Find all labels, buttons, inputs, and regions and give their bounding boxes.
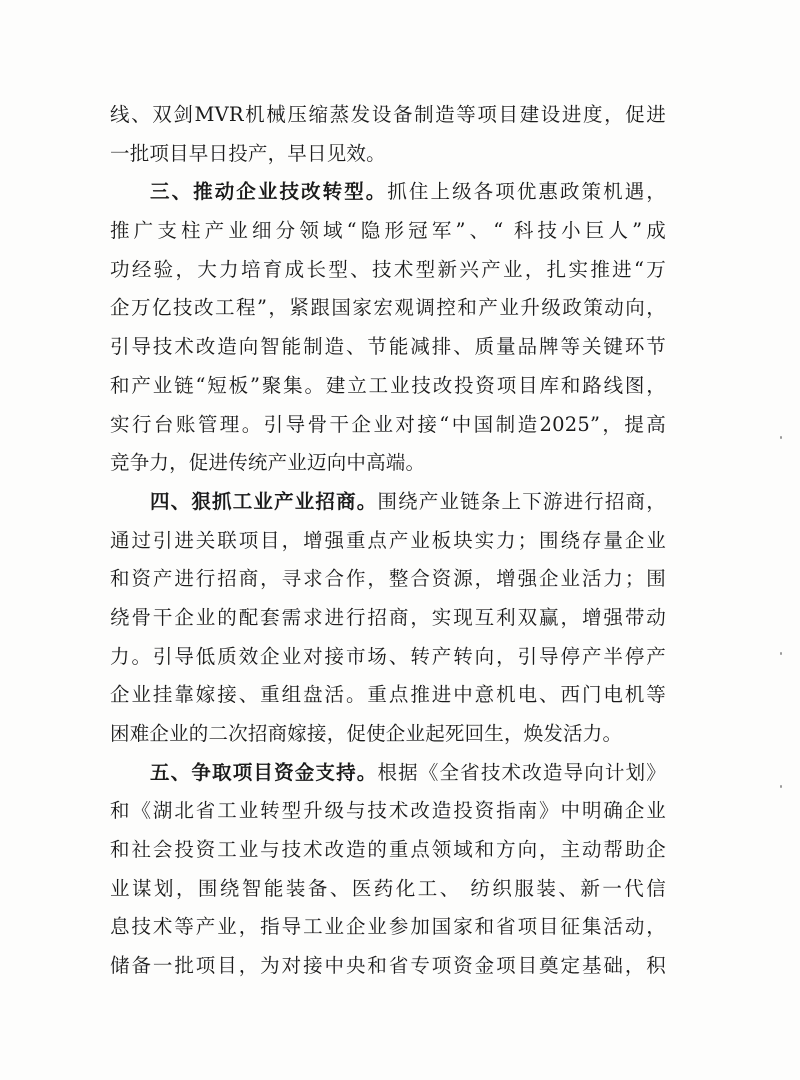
line-text: 竞争力，促进传统产业迈向中高端。 (110, 451, 426, 475)
line-text: 和产业链“短板”聚集。建立工业技改投资项目库和路线图， (110, 373, 666, 397)
line-text: 线、双剑MVR机械压缩蒸发设备制造等项目建设进度，促进 (110, 103, 666, 126)
text-line (110, 599, 666, 638)
line-text: 息技术等产业，指导工业企业参加国家和省项目征集活动， (110, 915, 666, 939)
text-line (110, 908, 666, 947)
line-text: 和社会投资工业与技术改造的重点领域和方向，主动帮助企 (110, 838, 666, 862)
line-text: 力。引导低质效企业对接市场、转产转向，引导停产半停产 (110, 644, 666, 668)
text-line (110, 483, 666, 522)
line-text: 储备一批项目，为对接中央和省专项资金项目奠定基础，积 (110, 954, 666, 978)
line-text: 围绕产业链条上下游进行招商， (377, 489, 666, 513)
text-line (110, 444, 666, 483)
text-line (110, 560, 666, 599)
text-line (110, 328, 666, 367)
text-line (110, 522, 666, 561)
text-line (110, 792, 666, 831)
section-heading: 三、推动企业技改转型。 (150, 180, 388, 204)
scan-edge-mark (780, 436, 782, 439)
line-text: 实行台账管理。引导骨干企业对接“中国制造2025”，提高 (110, 412, 666, 436)
text-line (110, 947, 666, 986)
line-text: 引导技术改造向智能制造、节能减排、质量品牌等关键环节 (110, 335, 666, 359)
text-line (110, 676, 666, 715)
line-text: 业谋划，围绕智能装备、医药化工、 纺织服装、新一代信 (110, 876, 666, 900)
line-text: 企万亿技改工程”，紧跟国家宏观调控和产业升级政策动向， (110, 296, 666, 320)
text-line (110, 135, 666, 174)
text-line (110, 96, 666, 135)
text-line (110, 289, 666, 328)
line-text: 功经验，大力培育成长型、技术型新兴产业，扎实推进“万 (110, 257, 666, 281)
line-text: 和《湖北省工业转型升级与技术改造投资指南》中明确企业 (110, 799, 666, 823)
text-line (110, 870, 666, 909)
text-line (110, 173, 666, 212)
document-body (110, 96, 666, 986)
line-text: 绕骨干企业的配套需求进行招商，实现互利双赢，增强带动 (110, 605, 666, 629)
text-line (110, 406, 666, 445)
text-line (110, 715, 666, 754)
line-text: 企业挂靠嫁接、重组盘活。重点推进中意机电、西门电机等 (110, 683, 666, 707)
section-heading: 五、争取项目资金支持。 (150, 760, 378, 784)
text-line (110, 754, 666, 793)
text-line (110, 212, 666, 251)
line-text: 推广支柱产业细分领域“隐形冠军”、“ 科技小巨人”成 (110, 219, 666, 243)
scan-edge-mark (780, 652, 782, 655)
text-line (110, 251, 666, 290)
scan-edge-mark (780, 785, 782, 788)
line-text: 困难企业的二次招商嫁接，促使企业起死回生，焕发活力。 (110, 722, 623, 745)
line-text: 通过引进关联项目，增强重点产业板块实力；围绕存量企业 (110, 528, 666, 552)
line-text: 抓住上级各项优惠政策机遇， (387, 180, 666, 204)
line-text: 一批项目早日投产，早日见效。 (110, 141, 386, 165)
text-line (110, 367, 666, 406)
text-line (110, 638, 666, 677)
section-heading: 四、狠抓工业产业招商。 (150, 489, 378, 513)
text-line (110, 831, 666, 870)
line-text: 根据《全省技术改造导向计划》 (377, 760, 666, 784)
line-text: 和资产进行招商，寻求合作，整合资源，增强企业活力；围 (110, 567, 666, 591)
